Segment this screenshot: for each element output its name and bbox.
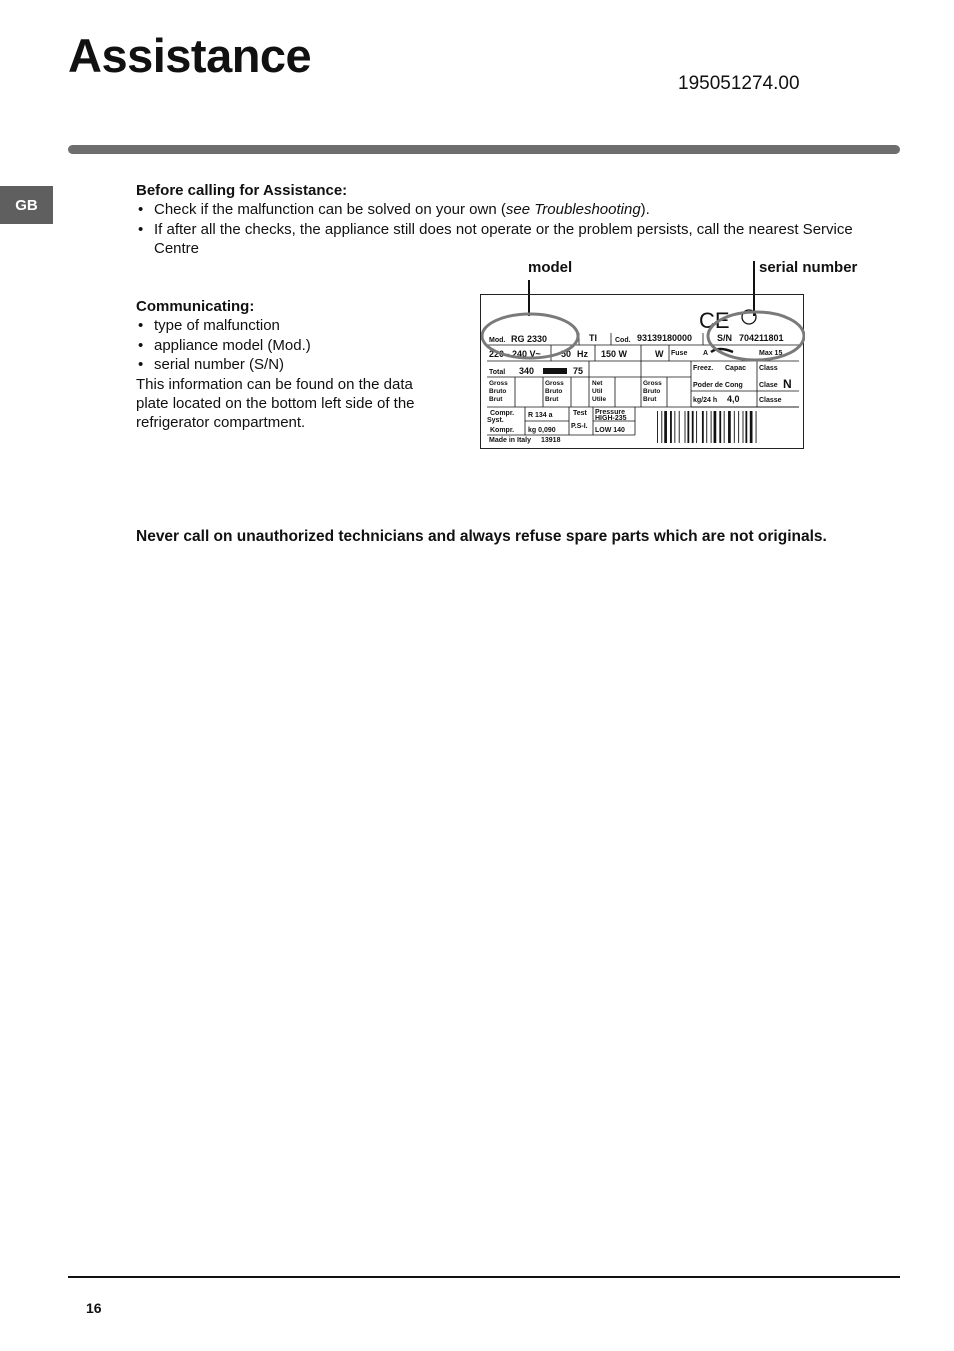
plate-brut: Brut xyxy=(489,396,503,403)
plate-gross: Gross xyxy=(545,380,564,387)
plate-high: HIGH-235 xyxy=(595,415,627,422)
language-tab: GB xyxy=(0,186,53,224)
plate-utile: Utile xyxy=(592,396,607,403)
plate-pressure: Pressure xyxy=(595,409,625,416)
plate-capac: Capac xyxy=(725,365,747,372)
plate-fuse: Fuse xyxy=(671,350,688,357)
plate-ce-mark: CE xyxy=(699,308,730,333)
plate-brut: Brut xyxy=(545,396,559,403)
communicating-list xyxy=(136,316,446,374)
plate-barcode xyxy=(657,411,757,443)
plate-gross: Gross xyxy=(489,380,508,387)
plate-freez: Freez. xyxy=(693,365,714,372)
communicating-section xyxy=(136,297,446,433)
plate-amp: A xyxy=(703,350,709,357)
plate-serial-value: 704211801 xyxy=(739,333,784,343)
page-title: Assistance xyxy=(68,29,312,82)
communicating-heading: Communicating: xyxy=(136,298,255,315)
list-item: • type of malfunction xyxy=(136,316,446,335)
model-callout-label: model xyxy=(528,259,573,276)
plate-gross: Gross xyxy=(643,380,662,387)
plate-mod-label: Mod. xyxy=(489,337,506,344)
data-plate-location-note: This information can be found on the data plate located on the bottom left side of the refrigerator compartment. xyxy=(136,375,415,432)
plate-value-75: 75 xyxy=(573,366,584,376)
header-divider xyxy=(68,145,900,154)
plate-brut: Brut xyxy=(643,396,657,403)
list-item: • Check if the malfunction can be solved on your own (see Troubleshooting). xyxy=(136,200,896,219)
plate-psi: P.S-I. xyxy=(571,423,588,430)
plate-cod-label: Cod. xyxy=(615,337,631,344)
plate-class-label: Class xyxy=(759,365,778,372)
troubleshooting-reference: see Troubleshooting xyxy=(505,201,641,219)
plate-bruto: Bruto xyxy=(489,388,507,395)
plate-classe: Classe xyxy=(759,397,782,404)
plate-syst: Syst. xyxy=(487,417,504,424)
plate-power: 150 W xyxy=(601,349,628,359)
plate-frequency-value: 50 xyxy=(561,349,572,359)
plate-bruto: Bruto xyxy=(545,388,563,395)
plate-total-value: 340 xyxy=(519,366,535,376)
plate-net: Net xyxy=(592,380,603,387)
plate-ti: TI xyxy=(589,333,597,343)
list-item: • serial number (S/N) xyxy=(136,355,446,374)
plate-made-code: 13918 xyxy=(541,437,561,444)
plate-voltage: 220 - 240 V~ xyxy=(489,349,541,359)
before-calling-heading: Before calling for Assistance: xyxy=(136,182,348,199)
before-calling-list xyxy=(136,200,896,258)
plate-cod-value: 93139180000 xyxy=(637,333,693,343)
list-item: • If after all the checks, the appliance still does not operate or the problem persists, call the nearest Service Centre xyxy=(136,220,896,259)
serial-callout-label: serial number xyxy=(759,259,858,276)
list-item: • appliance model (Mod.) xyxy=(136,336,446,355)
footer-divider xyxy=(68,1276,900,1278)
plate-util: Util xyxy=(592,388,603,395)
plate-kg24-value: 4,0 xyxy=(727,394,740,404)
plate-compr: Compr. xyxy=(490,410,515,417)
plate-kg-value: kg 0,090 xyxy=(528,427,556,434)
plate-frequency-unit: Hz xyxy=(577,349,588,359)
plate-refrigerant: R 134 a xyxy=(528,412,553,419)
plate-sn-label: S/N xyxy=(717,333,733,343)
plate-model-value: RG 2330 xyxy=(511,334,548,344)
plate-star-rating-icon xyxy=(543,368,567,374)
page-number: 16 xyxy=(86,1300,102,1316)
plate-made-in: Made in Italy xyxy=(489,437,532,444)
plate-poder: Poder de Cong xyxy=(693,382,743,389)
unauthorized-technicians-warning: Never call on unauthorized technicians and always refuse spare parts which are not originals. xyxy=(136,528,827,545)
plate-class-value: N xyxy=(783,377,792,391)
plate-total-label: Total xyxy=(489,369,506,376)
plate-kg24: kg/24 h xyxy=(693,397,718,404)
plate-bruto: Bruto xyxy=(643,388,661,395)
plate-clase: Clase xyxy=(759,382,778,389)
plate-max: Max 15 xyxy=(759,350,783,357)
plate-w: W xyxy=(655,349,664,359)
before-calling-section xyxy=(136,181,896,259)
plate-test: Test xyxy=(573,410,587,417)
plate-low: LOW 140 xyxy=(595,427,625,434)
plate-kompr: Kompr. xyxy=(490,427,515,434)
document-code: 195051274.00 xyxy=(678,73,800,94)
data-plate xyxy=(480,294,804,449)
